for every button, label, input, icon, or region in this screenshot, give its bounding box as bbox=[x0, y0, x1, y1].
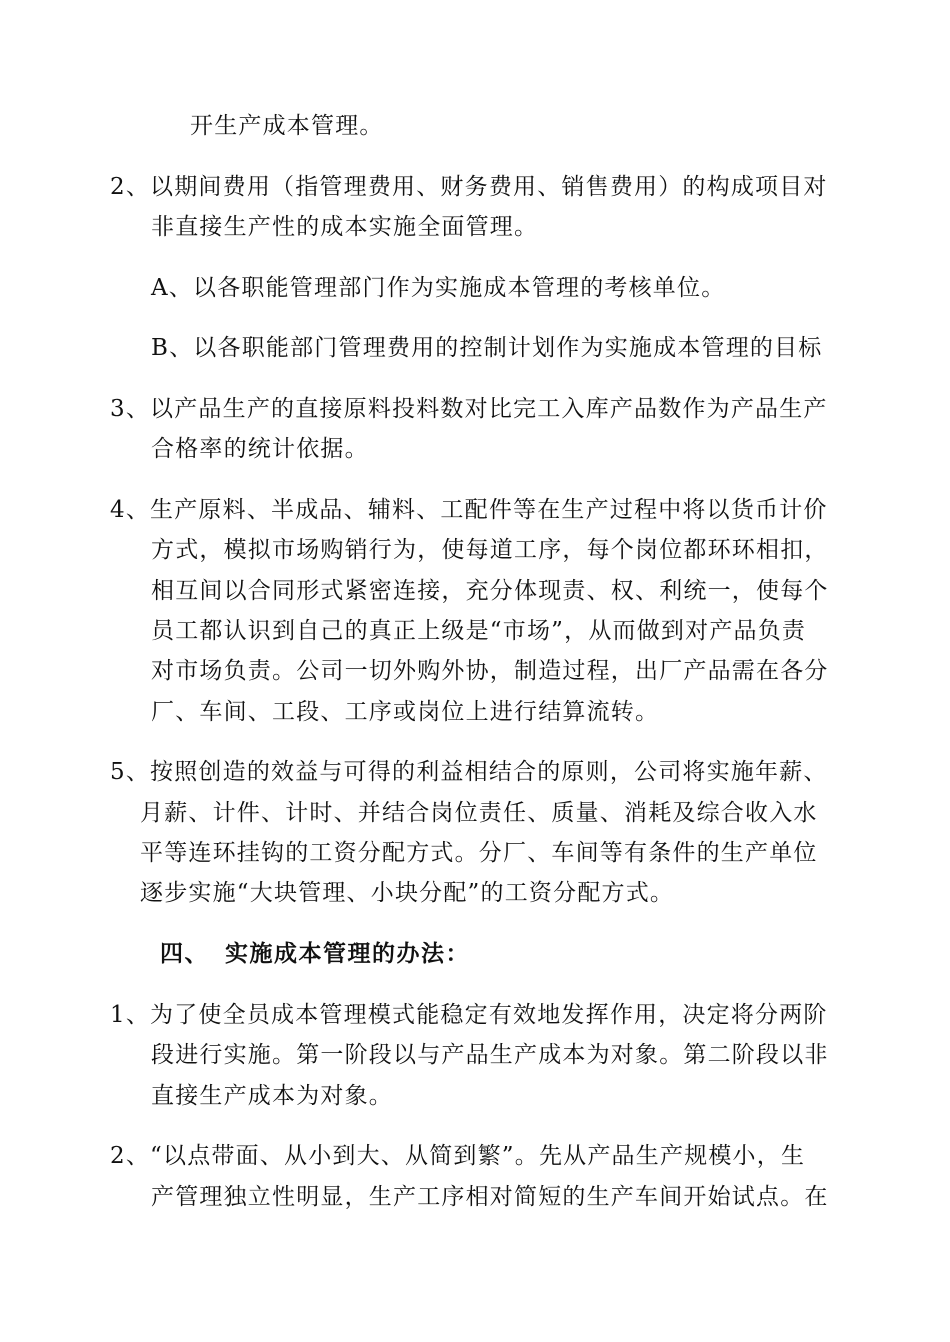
item-5-line-3: 平等连环挂钩的工资分配方式。分厂、车间等有条件的生产单位 bbox=[140, 840, 818, 866]
item-4-line-6: 厂、车间、工段、工序或岗位上进行结算流转。 bbox=[151, 699, 660, 725]
item-4-line-4: 员工都认识到自己的真正上级是“市场”，从而做到对产品负责 bbox=[151, 618, 807, 644]
item-4-line-2: 方式，模拟市场购销行为，使每道工序，每个岗位都环环相扣， bbox=[151, 537, 829, 563]
continuation-line: 开生产成本管理。 bbox=[190, 113, 384, 139]
sub-item-a: A、以各职能管理部门作为实施成本管理的考核单位。 bbox=[151, 275, 726, 301]
method-2-line-1: 2、“以点带面、从小到大、从简到繁”。先从产品生产规模小，生 bbox=[110, 1143, 806, 1169]
method-2-line-2: 产管理独立性明显，生产工序相对简短的生产车间开始试点。在 bbox=[151, 1184, 829, 1210]
item-5-line-4: 逐步实施“大块管理、小块分配”的工资分配方式。 bbox=[140, 880, 675, 906]
item-2-line-2: 非直接生产性的成本实施全面管理。 bbox=[151, 214, 539, 240]
item-4-line-1: 4、生产原料、半成品、辅料、工配件等在生产过程中将以货币计价 bbox=[110, 497, 828, 523]
method-1-line-3: 直接生产成本为对象。 bbox=[151, 1083, 393, 1109]
item-3-line-2: 合格率的统计依据。 bbox=[151, 436, 369, 462]
item-5-line-1: 5、按照创造的效益与可得的利益相结合的原则，公司将实施年薪、 bbox=[110, 759, 828, 785]
item-4-line-3: 相互间以合同形式紧密连接，充分体现责、权、利统一，使每个 bbox=[151, 578, 829, 604]
item-5-line-2: 月薪、计件、计时、并结合岗位责任、质量、消耗及综合收入水 bbox=[140, 800, 818, 826]
item-4-line-5: 对市场负责。公司一切外购外协，制造过程，出厂产品需在各分 bbox=[151, 658, 829, 684]
section-title: 实施成本管理的办法： bbox=[225, 940, 470, 967]
section-number: 四、 bbox=[160, 940, 209, 967]
method-1-line-2: 段进行实施。第一阶段以与产品生产成本为对象。第二阶段以非 bbox=[151, 1042, 829, 1068]
item-3-line-1: 3、以产品生产的直接原料投料数对比完工入库产品数作为产品生产 bbox=[110, 396, 828, 422]
item-2-line-1: 2、以期间费用（指管理费用、财务费用、销售费用）的构成项目对 bbox=[110, 174, 828, 200]
sub-item-b: B、以各职能部门管理费用的控制计划作为实施成本管理的目标 bbox=[151, 335, 823, 361]
method-1-line-1: 1、为了使全员成本管理模式能稳定有效地发挥作用，决定将分两阶 bbox=[110, 1002, 828, 1028]
